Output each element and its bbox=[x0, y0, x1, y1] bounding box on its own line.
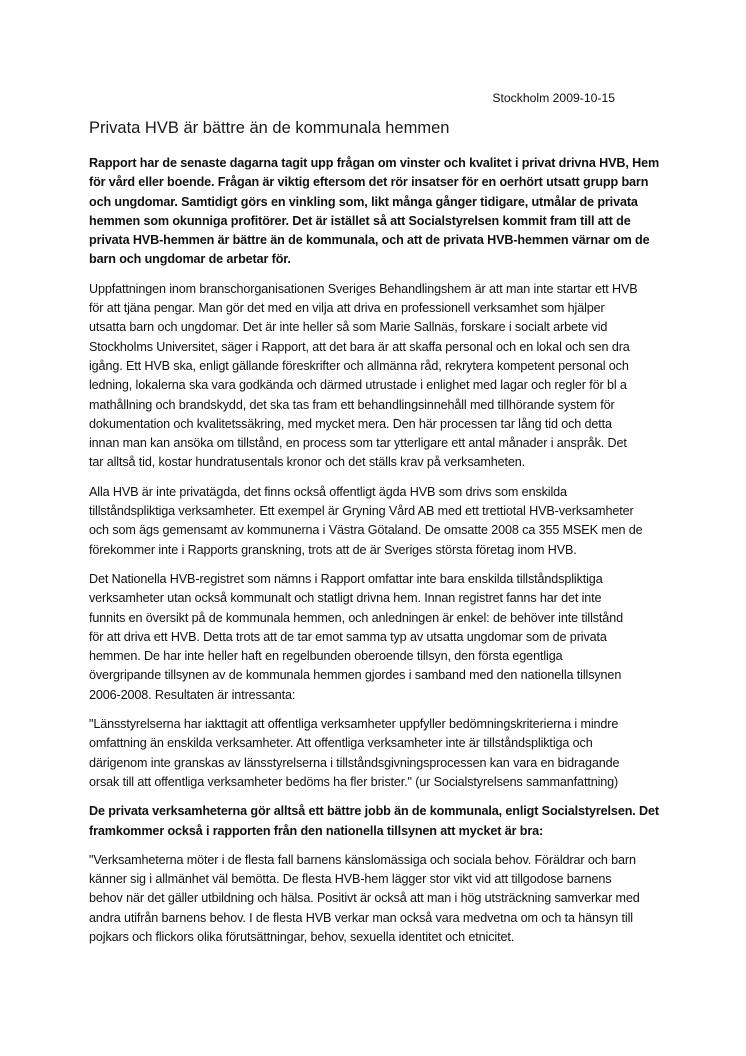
dateline: Stockholm 2009-10-15 bbox=[492, 91, 615, 105]
text-line: och ungdomar. Samtidigt görs en vinkling som, likt många gånger tidigare, utmålar de privata bbox=[89, 194, 638, 209]
text-line: orsak till att offentliga verksamheter bedöms ha fler brister." (ur Socialstyrelsens sammanfattning) bbox=[89, 774, 619, 789]
text-line: mathållning och brandskydd, det ska tas fram ett behandlingsinnehåll med tillhörande system för bbox=[89, 397, 615, 412]
text-line: för att driva ett HVB. Detta trots att de tar emot samma typ av utsatta ungdomar som de privata bbox=[89, 629, 607, 644]
document-title: Privata HVB är bättre än de kommunala hemmen bbox=[89, 119, 450, 137]
text-line: utsatta barn och ungdomar. Det är inte heller så som Marie Sallnäs, forskare i socialt arbete vid bbox=[89, 320, 608, 335]
document-body bbox=[89, 154, 661, 957]
paragraph bbox=[89, 483, 661, 560]
text-line: verksamheter utan också kommunalt och statligt drivna hem. Innan registret fanns har det inte bbox=[89, 591, 602, 606]
text-line: tar alltså tid, kostar hundratusentals kronor och det ställs krav på verksamheten. bbox=[89, 455, 526, 470]
paragraph bbox=[89, 280, 661, 473]
text-line: för vård eller boende. Frågan är viktig eftersom det rör insatser för en oerhört utsatt grupp barn bbox=[89, 175, 649, 190]
text-line: De privata verksamheterna gör alltså ett bättre jobb än de kommunala, enligt Socialstyrelsen. Det bbox=[89, 804, 659, 819]
paragraph bbox=[89, 851, 661, 947]
text-line: behov när det gäller utbildning och hälsa. Positivt är också att man i hög utsträckning samverkar med bbox=[89, 891, 640, 906]
text-line: Uppfattningen inom branschorganisationen Sveriges Behandlingshem är att man inte startar ett HVB bbox=[89, 281, 638, 296]
text-line: för att tjäna pengar. Man gör det med en vilja att driva en professionell verksamhet som hjälper bbox=[89, 301, 605, 316]
text-line: hemmen. De har inte heller haft en regelbunden oberoende tillsyn, den första egentliga bbox=[89, 649, 563, 664]
text-line: känner sig i allmänhet väl bemötta. De flesta HVB-hem lägger stor vikt vid att tillgodose barnens bbox=[89, 872, 612, 887]
text-line: framkommer också i rapporten från den nationella tillsynen att mycket är bra: bbox=[89, 823, 544, 838]
bold-paragraph bbox=[89, 802, 661, 841]
text-line: igång. Ett HVB ska, enligt gällande föreskrifter och allmänna råd, rekrytera kompetent personal och bbox=[89, 358, 629, 373]
text-line: andra utifrån barnens behov. I de flesta HVB verkar man också vara medvetna om och ta hänsyn till bbox=[89, 910, 633, 925]
text-line: "Länsstyrelserna har iakttagit att offentliga verksamheter uppfyller bedömningskriterierna i mindre bbox=[89, 717, 619, 732]
text-line: innan man kan ansöka om tillstånd, en process som tar ytterligare ett antal månader i anspråk. Det bbox=[89, 436, 627, 451]
text-line: pojkars och flickors olika förutsättningar, behov, sexuella identitet och etnicitet. bbox=[89, 929, 515, 944]
bold-paragraph bbox=[89, 154, 661, 270]
text-line: därigenom inte granskas av länsstyrelserna i tillståndsgivningsprocessen kan vara en bidragande bbox=[89, 755, 620, 770]
text-line: och som ägs gemensamt av kommunerna i Västra Götaland. De omsatte 2008 ca 355 MSEK men de bbox=[89, 523, 643, 538]
text-line: förekommer inte i Rapports granskning, trots att de är Sveriges största företag inom HVB. bbox=[89, 542, 577, 557]
text-line: tillståndspliktiga verksamheter. Ett exempel är Gryning Vård AB med ett trettiotal HVB-verksamheter bbox=[89, 504, 634, 519]
text-line: Rapport har de senaste dagarna tagit upp frågan om vinster och kvalitet i privat drivna HVB, Hem bbox=[89, 156, 660, 170]
text-line: ledning, lokalerna ska vara godkända och därmed utrustade i enlighet med lagar och regler för bl a bbox=[89, 378, 627, 393]
paragraph bbox=[89, 715, 661, 792]
text-line: Det Nationella HVB-registret som nämns i Rapport omfattar inte bara enskilda tillståndspliktiga bbox=[89, 571, 603, 586]
text-line: omfattning än enskilda verksamheter. Att offentliga verksamheter inte är tillståndspliktiga och bbox=[89, 736, 593, 751]
text-line: 2006-2008. Resultaten är intressanta: bbox=[89, 687, 296, 702]
paragraph bbox=[89, 570, 661, 705]
text-line: "Verksamheterna möter i de flesta fall barnens känslomässiga och sociala behov. Föräldrar och barn bbox=[89, 852, 636, 867]
text-line: barn och ungdomar de arbetar för. bbox=[89, 252, 291, 267]
text-line: hemmen som okunniga profitörer. Det är istället så att Socialstyrelsen kommit fram till att de bbox=[89, 213, 631, 228]
text-line: övergripande tillsynen av de kommunala hemmen gjordes i samband med den nationella tillsynen bbox=[89, 668, 622, 683]
text-line: funnits en översikt på de kommunala hemmen, och anledningen är enkel: de behöver inte tillstånd bbox=[89, 610, 623, 625]
text-line: dokumentation och kvalitetssäkring, med mycket mera. Den här processen tar lång tid och detta bbox=[89, 416, 612, 431]
text-line: Stockholms Universitet, säger i Rapport, att det bara är att skaffa personal och en lokal och sen dra bbox=[89, 339, 630, 354]
text-line: privata HVB-hemmen är bättre än de kommunala, och att de privata HVB-hemmen värnar om de bbox=[89, 233, 650, 248]
text-line: Alla HVB är inte privatägda, det finns också offentligt ägda HVB som drivs som enskilda bbox=[89, 484, 567, 499]
